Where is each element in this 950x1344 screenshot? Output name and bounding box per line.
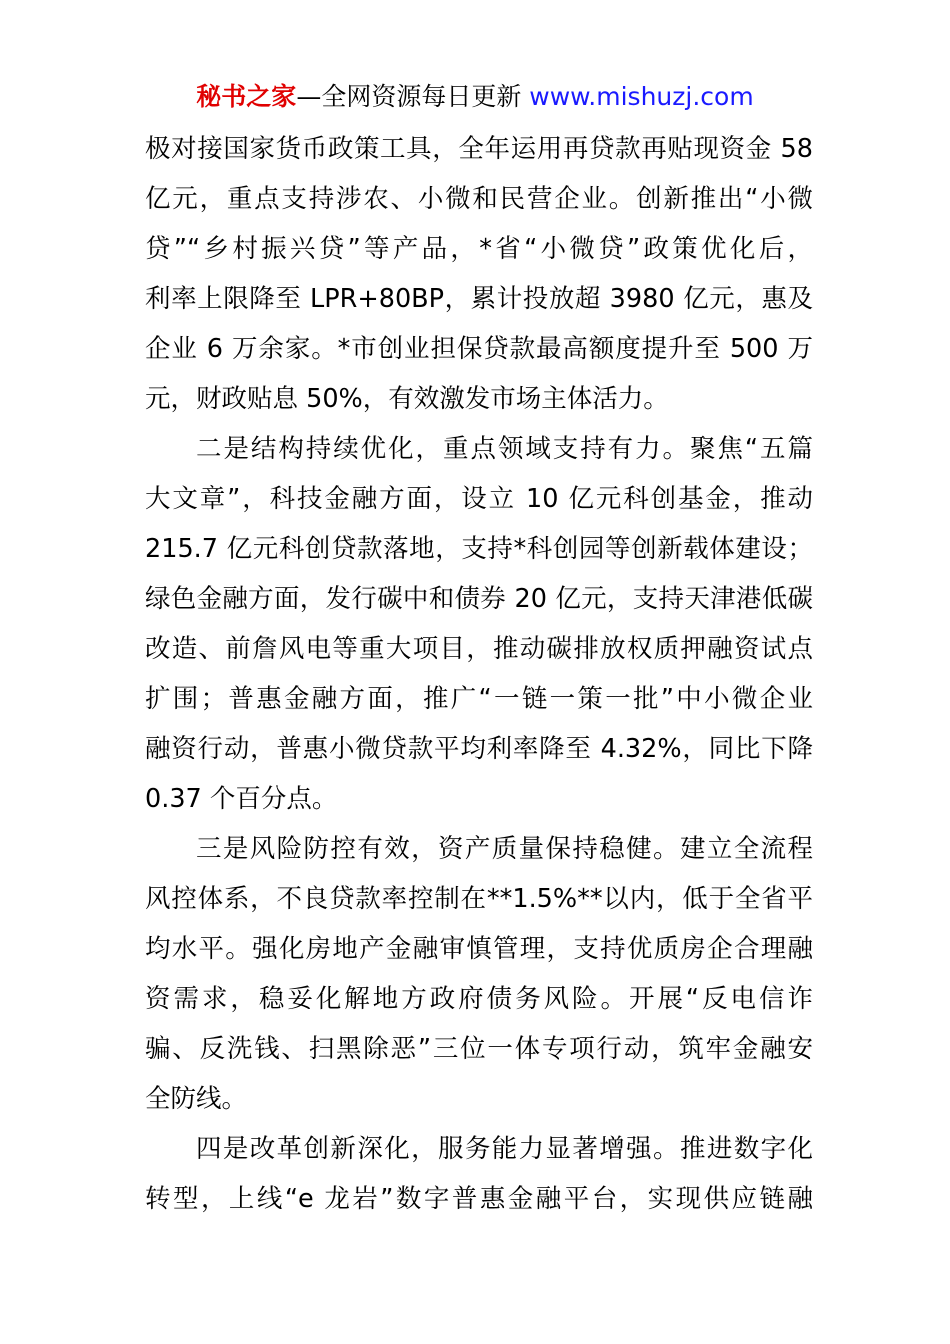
paragraph-start-line: 四是改革创新深化，服务能力显著增强。推进数字化	[196, 1134, 813, 1164]
text-line: 极对接国家货币政策工具，全年运用再贷款再贴现资金 58	[145, 134, 813, 164]
text-line: 融资行动，普惠小微贷款平均利率降至 4.32%，同比下降	[145, 734, 813, 764]
text-line: 骗、反洗钱、扫黑除恶”三位一体专项行动，筑牢金融安	[145, 1034, 813, 1064]
site-tagline: —全网资源每日更新	[296, 82, 530, 111]
text-line: 215.7 亿元科创贷款落地，支持*科创园等创新载体建设；	[145, 534, 813, 564]
text-line: 绿色金融方面，发行碳中和债券 20 亿元，支持天津港低碳	[145, 584, 813, 614]
text-line: 亿元，重点支持涉农、小微和民营企业。创新推出“小微	[145, 184, 813, 214]
text-line: 全防线。	[145, 1084, 248, 1114]
page-header	[0, 80, 950, 114]
text-line: 改造、前詹风电等重大项目，推动碳排放权质押融资试点	[145, 634, 813, 664]
text-line: 0.37 个百分点。	[145, 784, 338, 814]
text-line: 贷”“乡村振兴贷”等产品，*省“小微贷”政策优化后，	[145, 234, 813, 264]
paragraph-start-line: 二是结构持续优化，重点领域支持有力。聚焦“五篇	[196, 434, 813, 464]
document-body	[145, 124, 813, 1224]
paragraph-start-line: 三是风险防控有效，资产质量保持稳健。建立全流程	[196, 834, 813, 864]
text-line: 资需求，稳妥化解地方政府债务风险。开展“反电信诈	[145, 984, 813, 1014]
text-line: 转型，上线“e 龙岩”数字普惠金融平台，实现供应链融	[145, 1184, 813, 1214]
text-line: 均水平。强化房地产金融审慎管理，支持优质房企合理融	[145, 934, 813, 964]
text-line: 利率上限降至 LPR+80BP，累计投放超 3980 亿元，惠及	[145, 284, 813, 314]
site-url-link[interactable]: www.mishuzj.com	[529, 82, 754, 111]
text-line: 大文章”，科技金融方面，设立 10 亿元科创基金，推动	[145, 484, 813, 514]
text-line: 企业 6 万余家。*市创业担保贷款最高额度提升至 500 万	[145, 334, 813, 364]
site-brand: 秘书之家	[196, 82, 297, 111]
text-line: 风控体系，不良贷款率控制在**1.5%**以内，低于全省平	[145, 884, 813, 914]
text-line: 扩围；普惠金融方面，推广“一链一策一批”中小微企业	[145, 684, 813, 714]
text-line: 元，财政贴息 50%，有效激发市场主体活力。	[145, 384, 669, 414]
